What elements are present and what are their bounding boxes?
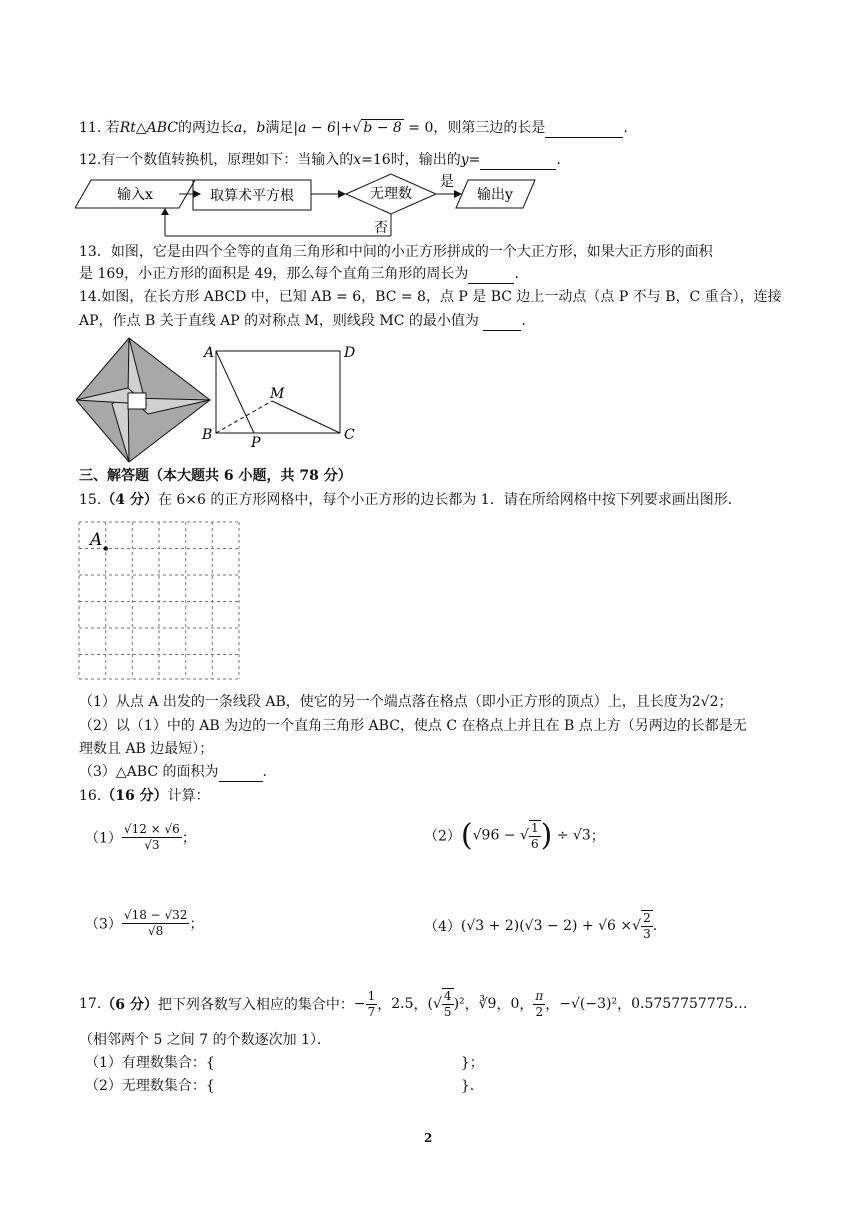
- q17-note: （相邻两个 5 之间 7 的个数逐次加 1）．: [79, 1032, 331, 1048]
- q13-line1: 13．如图，它是由四个全等的直角三角形和中间的小正方形拼成的一个大正方形，如果大正方形的面积: [79, 244, 713, 260]
- q17-set2: （2）无理数集合：{ }.: [85, 1078, 475, 1094]
- q14-line2: AP，作点 B 关于直线 AP 的对称点 M，则线段 MC 的最小值为 .: [79, 313, 526, 329]
- q16-item1: （1） $\frac{√12 \times √6}{√3}$ ；: [85, 822, 196, 852]
- q12-line: 12.有一个数值转换机，原理如下：当输入的x=16时，输出的y= .: [79, 152, 561, 168]
- q11-line: 11. 若Rt△ABC的两边长a，b满足|a − 6|+√ b − 8 = 0，则第三边的长是 .: [79, 120, 628, 136]
- label-m: M: [270, 386, 285, 402]
- flow-output-label: 输出y: [477, 187, 513, 203]
- label-b: B: [202, 427, 213, 443]
- segment-mc: [272, 401, 340, 433]
- label-a: A: [204, 345, 215, 361]
- flow-no-label: 否: [374, 220, 388, 236]
- q15-area-blank[interactable]: [219, 763, 263, 782]
- q13-line2: 是 169，小正方形的面积是 49，那么每个直角三角形的周长为 .: [79, 266, 519, 282]
- q13-answer-blank[interactable]: [468, 265, 514, 284]
- label-c: C: [344, 427, 355, 443]
- segment-ap: [216, 351, 254, 433]
- q15-part1: （1）从点 A 出发的一条线段 AB，使它的另一个端点落在格点（即小正方形的顶点）上，且长度为2√2；: [79, 694, 733, 710]
- section3-heading: 三、解答题（本大题共 6 小题，共 78 分）: [79, 468, 352, 484]
- flow-compute-label: 取算术平方根: [210, 188, 294, 204]
- grid-point-a-label: A: [90, 530, 103, 550]
- q16-item4: （4）(√3 + 2)(√3 − 2) + √6 ×√ $\frac{2}{3}$ .: [424, 911, 658, 941]
- q15-part2-line1: （2）以（1）中的 AB 为边的一个直角三角形 ABC，使点 C 在格点上并且在 B 点上方（另两边的长都是无: [79, 718, 747, 734]
- point-a-dot: [104, 546, 108, 550]
- grid-6x6[interactable]: [78, 521, 242, 681]
- q12-answer-blank[interactable]: [480, 151, 556, 170]
- label-p: P: [251, 435, 261, 450]
- q15-part3: （3）△ABC 的面积为 .: [79, 764, 267, 780]
- q17-set1: （1）有理数集合：{ }；: [85, 1055, 484, 1071]
- small-center-square: [128, 393, 146, 409]
- flowchart-diagram: [75, 170, 545, 240]
- rectangle-abcd-figure: [198, 340, 368, 450]
- q16-item3: （3） $\frac{√18 - √32}{√8}$ ；: [85, 908, 204, 938]
- q15-line: 15.（4 分）在 6×6 的正方形网格中，每个小正方形的边长都为 1．请在所给网格中按下列要求画出图形．: [79, 492, 742, 508]
- q16-item2: （2）(√96 − √ $\frac{1}{6}$ ) ÷ √3；: [424, 818, 605, 853]
- q11-answer-blank[interactable]: [545, 119, 623, 138]
- page-number: 2: [424, 1131, 433, 1145]
- q14-line1: 14.如图，在长方形 ABCD 中，已知 AB = 6，BC = 8，点 P 是 BC 边上一动点（点 P 不与 B，C 重合），连接: [79, 289, 782, 305]
- q16-line: 16.（16 分）计算：: [79, 788, 210, 804]
- segment-bm: [216, 401, 272, 433]
- flow-check-label: 无理数: [370, 186, 412, 202]
- q14-answer-blank[interactable]: [483, 312, 521, 331]
- q15-part2-line2: 理数且 AB 边最短）；: [79, 741, 214, 757]
- pinwheel-square-figure: [76, 336, 215, 464]
- label-d: D: [344, 345, 356, 361]
- flow-input-label: 输入x: [117, 187, 153, 203]
- q17-line1: 17.（6 分）把下列各数写入相应的集合中：− $\frac{1}{7}$ ，2.5，(√ $\frac{4}{5}$ )²，∛9，0， $\frac{\pi}{2}$ ，−√(−3)²，0.5757757775…: [79, 988, 748, 1019]
- flow-yes-label: 是: [440, 174, 454, 190]
